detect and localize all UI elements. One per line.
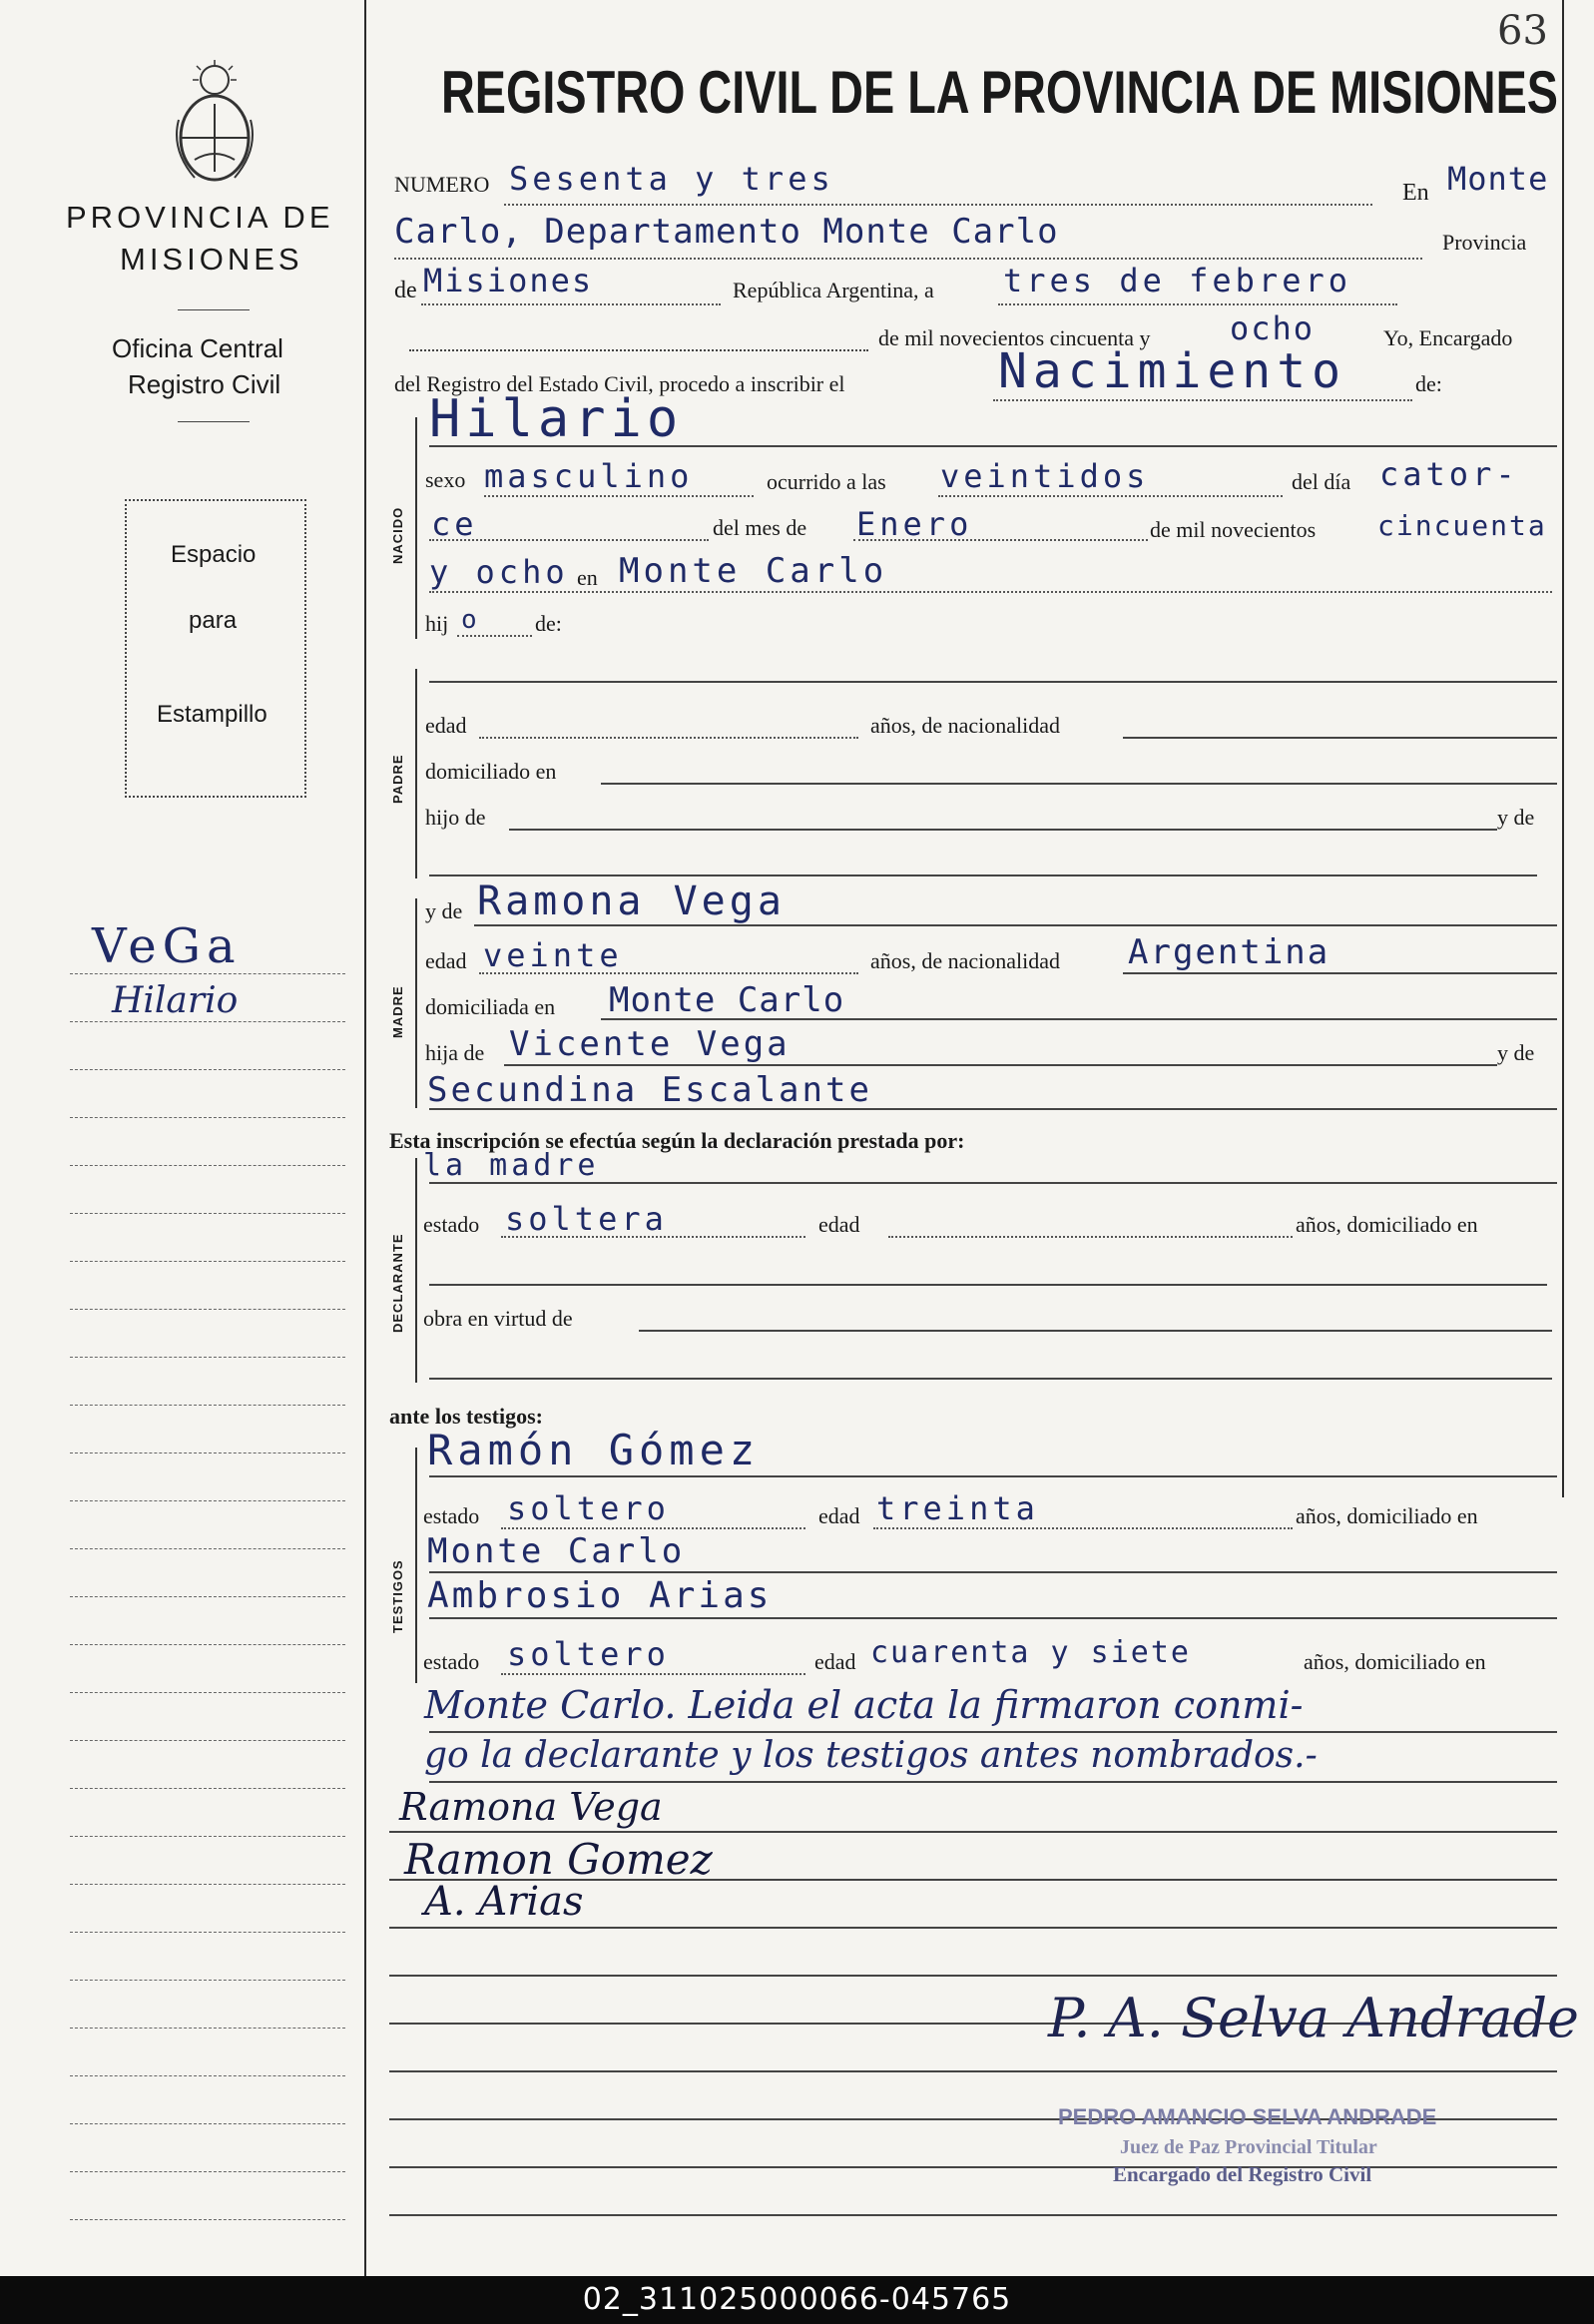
closing-line2: go la declarante y los testigos antes nombrados.- [424, 1735, 1318, 1776]
margin-rule [70, 1452, 345, 1453]
margin-rule [70, 1884, 345, 1885]
registro-label: del Registro del Estado Civil, procedo a inscribir el [394, 371, 845, 396]
mil-label: de mil novecientos cincuenta y [878, 325, 1151, 350]
testigo1-domicilio: Monte Carlo [427, 1531, 686, 1571]
blank-line [601, 783, 1557, 785]
mes-value: Enero [856, 505, 973, 543]
testigo2-anios-label: años, domiciliado en [1304, 1649, 1486, 1674]
margin-rule [70, 2219, 345, 2220]
padre-anios-label: años, de nacionalidad [870, 713, 1060, 738]
declarante-nombre: la madre [423, 1148, 600, 1183]
blank-line [504, 1064, 1497, 1066]
testigo2-nombre: Ambrosio Arias [427, 1575, 773, 1616]
margin-rule [70, 1500, 345, 1501]
hijo-de-label: de: [535, 611, 562, 636]
section-declarante-label: DECLARANTE [390, 1233, 405, 1333]
office-line1: Oficina Central [112, 333, 283, 363]
stamp-line1: Espacio [171, 541, 257, 568]
section-bracket [415, 669, 417, 878]
anio-value-b: y ocho [429, 553, 569, 591]
blank-line [429, 445, 1557, 447]
officer-role-stamp: Juez de Paz Provincial Titular [1120, 2136, 1377, 2158]
testigo1-estado-label: estado [423, 1503, 480, 1528]
declarante-estado-label: estado [423, 1212, 480, 1237]
blank-line [474, 924, 1557, 926]
section-madre-label: MADRE [390, 985, 405, 1038]
margin-rule [70, 2171, 345, 2172]
officer-name-stamp: PEDRO AMANCIO SELVA ANDRADE [1058, 2104, 1437, 2129]
blank-line [389, 2070, 1557, 2072]
declarante-edad-label: edad [818, 1212, 860, 1237]
divider [178, 309, 250, 310]
blank-line [429, 1378, 1552, 1380]
yo-label: Yo, Encargado [1383, 325, 1513, 350]
divider [178, 421, 250, 422]
blank-line [938, 495, 1283, 497]
hora-value: veintidos [940, 457, 1150, 495]
de2-label: de: [1415, 371, 1442, 396]
margin-surname: VeGa [92, 918, 242, 974]
margin-rule [70, 1836, 345, 1837]
numero-value: Sesenta y tres [509, 160, 834, 198]
blank-line [993, 399, 1412, 401]
blank-line [429, 1284, 1547, 1286]
margin-name: Hilario [112, 980, 239, 1021]
margin-rule [70, 1548, 345, 1549]
fecha-value: tres de febrero [1003, 262, 1351, 299]
declarante-estado-value: soltera [505, 1200, 668, 1238]
stamp-line2: para [189, 607, 238, 634]
province-line1: PROVINCIA DE [66, 200, 334, 235]
testigos-intro: ante los testigos: [389, 1404, 543, 1429]
margin-rule [70, 1117, 345, 1118]
mil2-label: de mil novecientos [1150, 517, 1317, 542]
blank-line [389, 2166, 1557, 2168]
margin-rule [70, 1788, 345, 1789]
margin-rule [70, 1165, 345, 1166]
section-bracket [415, 417, 417, 639]
blank-line [639, 1330, 1552, 1332]
margin-rule [70, 1309, 345, 1310]
blank-line [601, 1018, 1557, 1020]
ocurrido-label: ocurrido a las [767, 469, 886, 494]
margin-rule [70, 2075, 345, 2076]
officer-title-stamp: Encargado del Registro Civil [1113, 2162, 1372, 2186]
dia-value-b: ce [431, 505, 478, 543]
blank-line [1123, 737, 1557, 739]
blank-line [853, 539, 1148, 541]
blank-line [501, 1527, 805, 1529]
blank-line [421, 303, 721, 305]
section-nacido-label: NACIDO [390, 506, 405, 564]
blank-line [429, 874, 1537, 876]
madre-edad-value: veinte [483, 936, 623, 974]
margin-rule [70, 1740, 345, 1741]
testigo1-estado: soltero [507, 1489, 670, 1527]
blank-line [457, 635, 532, 637]
office-line2: Registro Civil [128, 369, 281, 399]
testigo1-anios-label: años, domiciliado en [1296, 1503, 1478, 1528]
testigo1-nombre: Ramón Gómez [427, 1426, 761, 1474]
en-value: Monte [1447, 160, 1549, 198]
blank-line [409, 349, 868, 351]
de-value: Misiones [423, 262, 594, 299]
blank-line [479, 972, 858, 974]
testigo2-estado: soltero [507, 1635, 670, 1673]
blank-line [389, 1927, 1557, 1929]
blank-line [429, 1781, 1557, 1783]
testigo2-estado-label: estado [423, 1649, 480, 1674]
declarante-intro: Esta inscripción se efectúa según la declaración prestada por: [389, 1128, 965, 1153]
dia-label: del día [1292, 469, 1351, 494]
margin-rule [70, 1692, 345, 1693]
blank-line [509, 829, 1497, 831]
officer-signature: P. A. Selva Andrade [1048, 1987, 1580, 2049]
page-number: 63 [1497, 8, 1548, 54]
signature-a-arias: A. Arias [424, 1879, 584, 1925]
blank-line [429, 1475, 1557, 1477]
testigo1-edad: treinta [876, 1489, 1039, 1527]
stamp-line3: Estampillo [157, 701, 267, 728]
right-border [1562, 0, 1564, 1497]
signature-ramon-gomez: Ramon Gomez [404, 1835, 713, 1884]
mes-label: del mes de [713, 515, 807, 540]
blank-line [429, 1571, 1557, 1573]
blank-line [501, 1673, 805, 1675]
blank-line [888, 1236, 1293, 1238]
left-panel-divider [364, 0, 366, 2276]
sexo-label: sexo [425, 467, 466, 492]
madre-nombre: Ramona Vega [477, 878, 786, 924]
section-padre-label: PADRE [390, 754, 405, 804]
document-id-footer: 02_311025000066-045765 [0, 2276, 1594, 2324]
blank-line [501, 1236, 805, 1238]
closing-line1: Monte Carlo. Leida el acta la firmaron conmi- [424, 1683, 1304, 1727]
margin-rule [70, 1357, 345, 1358]
madre-domicilio-label: domiciliada en [425, 994, 556, 1019]
madre-hija-label: hija de [425, 1040, 485, 1065]
madre-padre-value: Vicente Vega [509, 1024, 791, 1064]
republica-label: República Argentina, a [733, 278, 934, 302]
madre-nacionalidad-value: Argentina [1128, 932, 1330, 972]
margin-rule [70, 2028, 345, 2029]
provincia-label: Provincia [1442, 230, 1527, 255]
anio-value: ocho [1230, 309, 1316, 347]
acto-value: Nacimiento [998, 343, 1346, 399]
margin-rule [70, 1932, 345, 1933]
nacido-name: Hilario [429, 389, 684, 449]
blank-line [394, 258, 1422, 260]
coat-of-arms-icon [165, 60, 265, 190]
blank-line [998, 303, 1397, 305]
blank-line [389, 1831, 1557, 1833]
blank-line [389, 1975, 1557, 1977]
dia-value-a: cator- [1379, 455, 1519, 493]
blank-line [479, 737, 858, 739]
margin-rule [70, 2123, 345, 2124]
section-bracket [415, 898, 417, 1108]
hijo-label: hij [425, 611, 449, 636]
margin-rule [70, 1405, 345, 1406]
margin-rule [70, 973, 345, 974]
blank-line [429, 1182, 1557, 1184]
province-line2: MISIONES [120, 242, 303, 277]
blank-line [429, 1108, 1557, 1110]
en2-label: en [577, 565, 598, 590]
margin-rule [70, 1261, 345, 1262]
section-testigos-label: TESTIGOS [390, 1559, 405, 1633]
en-label: En [1402, 180, 1429, 206]
blank-line [1123, 972, 1557, 974]
anio-value-a: cincuenta [1377, 509, 1547, 542]
testigo2-edad-label: edad [814, 1649, 856, 1674]
line2-value: Carlo, Departamento Monte Carlo [394, 212, 1059, 252]
hijo-value: o [461, 605, 481, 635]
testigo1-edad-label: edad [818, 1503, 860, 1528]
blank-line [429, 1617, 1557, 1619]
madre-yde-label: y de [425, 898, 463, 923]
stamp-box [125, 499, 306, 798]
numero-label: NUMERO [394, 172, 490, 197]
blank-line [429, 681, 1557, 683]
margin-rule [70, 1596, 345, 1597]
madre-domicilio-value: Monte Carlo [609, 980, 845, 1020]
margin-rule [70, 1980, 345, 1981]
padre-domicilio-label: domiciliado en [425, 759, 557, 784]
testigo2-edad: cuarenta y siete [870, 1635, 1191, 1670]
section-bracket [415, 1448, 417, 1683]
blank-line [429, 591, 1552, 593]
lugar-value: Monte Carlo [619, 551, 888, 591]
madre-edad-label: edad [425, 948, 467, 973]
blank-line [429, 539, 709, 541]
blank-line [429, 1731, 1557, 1733]
margin-rule [70, 1069, 345, 1070]
margin-rule [70, 1644, 345, 1645]
margin-rule [70, 1213, 345, 1214]
declarante-anios-label: años, domiciliado en [1296, 1212, 1478, 1237]
madre-yde2-label: y de [1497, 1040, 1535, 1065]
blank-line [389, 2214, 1557, 2216]
sexo-value: masculino [484, 457, 694, 495]
signature-ramona-vega: Ramona Vega [399, 1785, 663, 1829]
form-title: REGISTRO CIVIL DE LA PROVINCIA DE MISIONES [441, 59, 1558, 126]
padre-hijo-label: hijo de [425, 805, 486, 830]
de-label: de [394, 278, 417, 303]
blank-line [873, 1527, 1293, 1529]
madre-madre-value: Secundina Escalante [427, 1070, 872, 1110]
blank-line [504, 204, 1372, 206]
declarante-obra-label: obra en virtud de [423, 1306, 573, 1331]
section-bracket [415, 1158, 417, 1383]
margin-rule [70, 1021, 345, 1022]
blank-line [484, 495, 754, 497]
padre-yde-label: y de [1497, 805, 1535, 830]
madre-anios-label: años, de nacionalidad [870, 948, 1060, 973]
padre-edad-label: edad [425, 713, 467, 738]
